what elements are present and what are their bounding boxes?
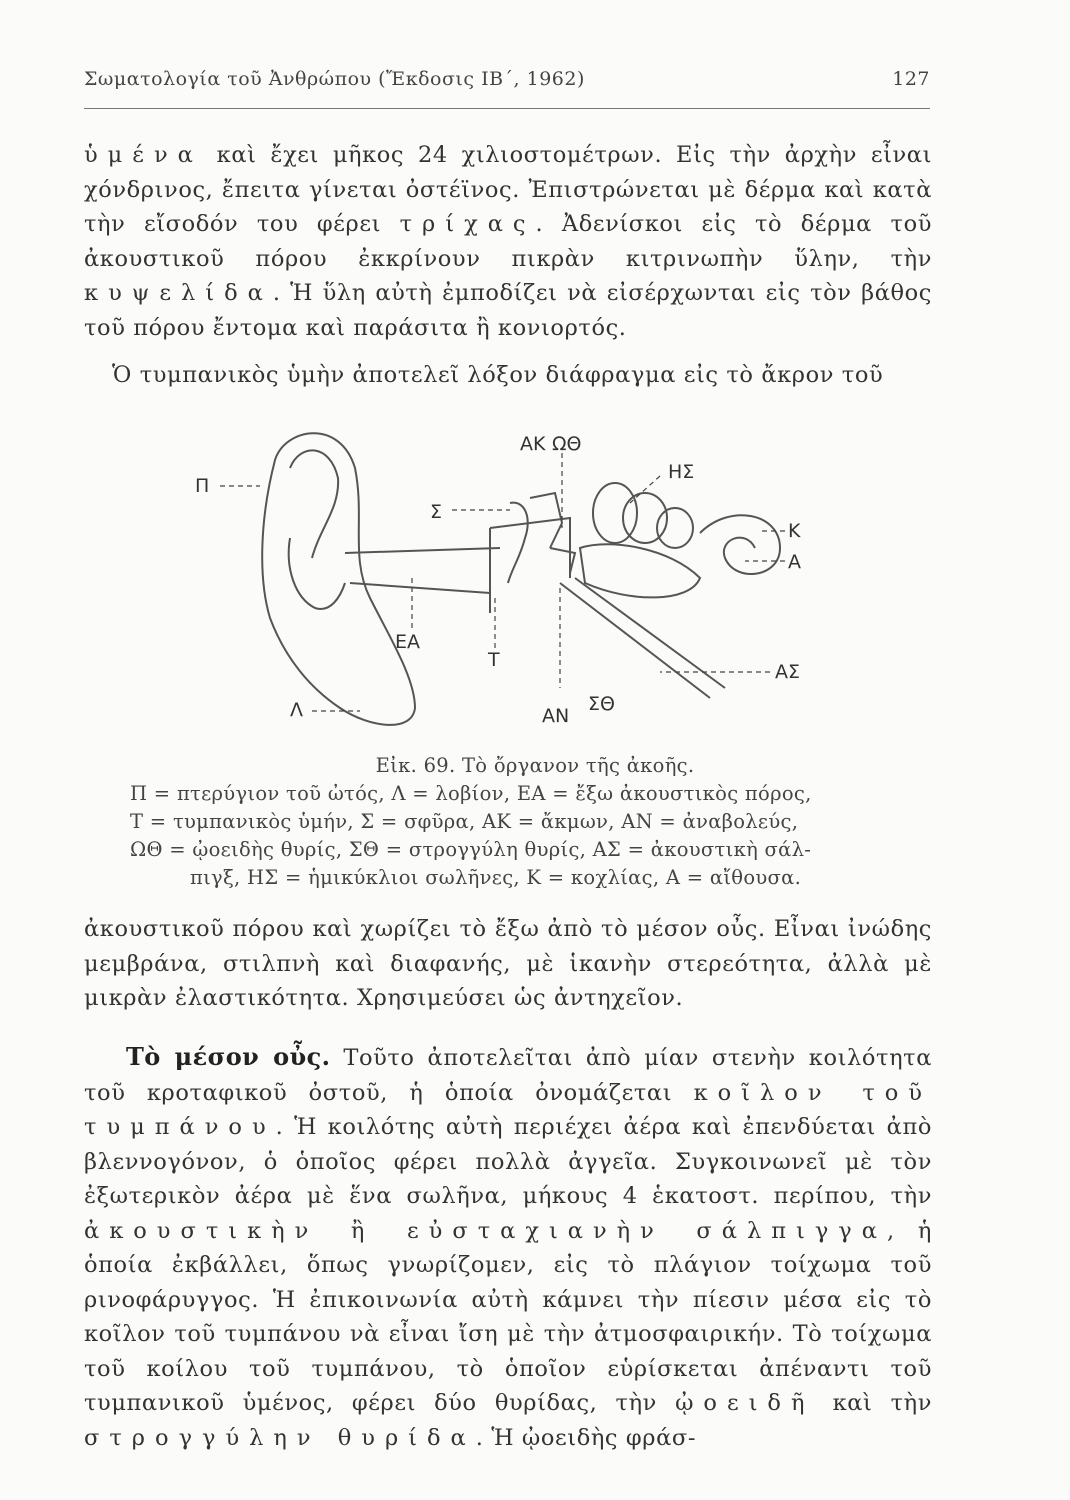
- paragraph-tympanic-start: Ὁ τυμπανικὸς ὑμὴν ἀποτελεῖ λόξον διάφραγμα εἰς τὸ ἄκρον τοῦ: [112, 362, 884, 388]
- spaced-term: ᾠοειδῆ: [675, 1390, 815, 1416]
- stapes: [550, 548, 575, 573]
- figure-caption-title: Εἰκ. 69. Τὸ ὄργανον τῆς ἀκοῆς.: [375, 754, 695, 777]
- text-run: Τοῦτο ἀποτελεῖται ἀπὸ μίαν στενὴν κοιλότητα τοῦ κροταφικοῦ ὀστοῦ, ἡ ὁποία ὀνομάζεται: [84, 1045, 932, 1106]
- cochlea-spiral: [700, 515, 780, 574]
- paragraph-outer-canal: [84, 138, 932, 345]
- running-header: [84, 68, 930, 90]
- ear-canal-upper: [345, 548, 500, 553]
- paragraph-tympanic-cont: ἀκουστικοῦ πόρου καὶ χωρίζει τὸ ἔξω ἀπὸ τὸ μέσον οὖς. Εἶναι ἰνώδης μεμβράνα, στιλπνὴ καὶ διαφανής, μὲ ἱκανὴν στερεότητα, ἀλλὰ μὲ μικρὰν ἐλαστικότητα. Χρησιμεύσει ὡς ἀντηχεῖον.: [84, 916, 932, 1011]
- spaced-term: ὑμένα: [84, 142, 203, 168]
- concha: [289, 538, 345, 609]
- malleus: [508, 503, 528, 583]
- eustachian-tube: [560, 583, 710, 698]
- text-run: . Ἡ κοιλότης αὐτὴ περιέχει ἀέρα καὶ ἐπενδύεται ἀπὸ βλεννογόνον, ὁ ὁποῖος φέρει πολλὰ ἀγγεῖα. Συγκοινωνεῖ μὲ τὸν ἐξωτερικὸν ἀέρα μὲ ἕνα σωλῆνα, μήκους 4 ἑκατοστ. περίπου, τὴν: [84, 1114, 932, 1209]
- label-EA: ΕΑ: [395, 631, 421, 653]
- figure-caption-line: πιγξ, ΗΣ = ἡμικύκλιοι σωλῆνες, Κ = κοχλίας, Α = αἴθουσα.: [190, 866, 802, 889]
- vestibule: [580, 544, 700, 597]
- semicircular-canal-1: [593, 483, 637, 543]
- figure-caption-line: Π = πτερύγιον τοῦ ὠτός, Λ = λοβίον, ΕΑ = ἔξω ἀκουστικὸς πόρος,: [130, 782, 812, 805]
- semicircular-canal-3: [657, 508, 693, 548]
- text-run: . Ἡ ὕλη αὐτὴ ἐμποδίζει νὰ εἰσέρχωνται εἰς τὸν βάθος τοῦ πόρου ἔντομα καὶ παράσιτα ἢ κονιορτός.: [84, 280, 932, 341]
- helix-fold: [290, 450, 338, 558]
- text-run: . Ἀδενίσκοι εἰς τὸ δέρμα τοῦ ἀκουστικοῦ πόρου ἐκκρίνουν πικρὰν κιτρινωπὴν ὕλην, τὴν: [84, 211, 933, 272]
- spaced-term: ἀκουστικὴν ἢ εὐσταχιανὴν σάλπιγγα: [84, 1217, 887, 1244]
- label-STh: ΣΘ: [588, 693, 615, 715]
- spaced-term: κοῖλον τοῦ τυμπάνου: [84, 1079, 932, 1140]
- label-AN: ΑΝ: [542, 705, 570, 727]
- paragraph-middle-ear: [84, 1040, 932, 1455]
- figure-caption-line: Τ = τυμπανικὸς ὑμήν, Σ = σφῦρα, ΑΚ = ἄκμων, ΑΝ = ἀναβολεύς,: [130, 810, 799, 833]
- text-run: , ἡ ὁποία ἐκβάλλει, ὅπως γνωρίζομεν, εἰς τὸ πλάγιον τοίχωμα τοῦ ρινοφάρυγγος. Ἡ ἐπικοινωνία αὐτὴ κάμνει τὴν πίεσιν μέσα εἰς τὸ κοῖλον τοῦ τυμπάνου νὰ εἶναι ἴση μὲ τὴν ἀτμοσφαιρικήν. Τὸ τοίχωμα τοῦ κοίλου τοῦ τυμπάνου, τὸ ὁποῖον εὑρίσκεται ἀπέναντι τοῦ τυμπανικοῦ ὑμένος, φέρει δύο θυρίδας, τὴν: [84, 1217, 932, 1416]
- label-T: Τ: [488, 649, 500, 671]
- label-L: Λ: [290, 699, 303, 721]
- label-K: Κ: [788, 520, 801, 542]
- label-AK: ΑΚ: [520, 433, 546, 455]
- text-run: καὶ ἔχει μῆκος 24 χιλιοστομέτρων. Εἰς τὴν ἀρχὴν εἶναι χόνδρινος, ἔπειτα γίνεται ὀστέϊνος. Ἐπιστρώνεται μὲ δέρμα καὶ κατὰ τὴν εἴσοδόν του φέρει: [84, 142, 932, 237]
- spaced-term: κυψελίδα: [84, 280, 273, 306]
- label-S: Σ: [430, 501, 443, 523]
- label-A: Α: [788, 551, 801, 573]
- spaced-term: στρογγύλην θυρίδα: [84, 1424, 476, 1451]
- text-run: καὶ τὴν: [814, 1390, 932, 1416]
- text-run: . Ἡ ᾠοειδὴς φράσ-: [475, 1424, 697, 1451]
- label-HS: ΗΣ: [668, 461, 695, 483]
- running-title: Σωματολογία τοῦ Ἀνθρώπου (Ἔκδοσις ΙΒ΄, 1962): [84, 68, 585, 90]
- label-OTh: ΩΘ: [552, 433, 582, 455]
- ear-anatomy-figure: [190, 408, 870, 743]
- ear-canal-lower: [350, 583, 490, 593]
- page-number: 127: [892, 68, 930, 90]
- label-AS: ΑΣ: [775, 661, 801, 683]
- header-rule: [84, 108, 930, 109]
- figure-caption-line: ΩΘ = ᾠοειδὴς θυρίς, ΣΘ = στρογγύλη θυρίς, ΑΣ = ἀκουστικὴ σάλ-: [130, 838, 812, 861]
- spaced-term: τρίχας: [399, 211, 536, 237]
- label-P: Π: [195, 475, 210, 497]
- section-heading: Τὸ μέσον οὖς.: [126, 1042, 331, 1071]
